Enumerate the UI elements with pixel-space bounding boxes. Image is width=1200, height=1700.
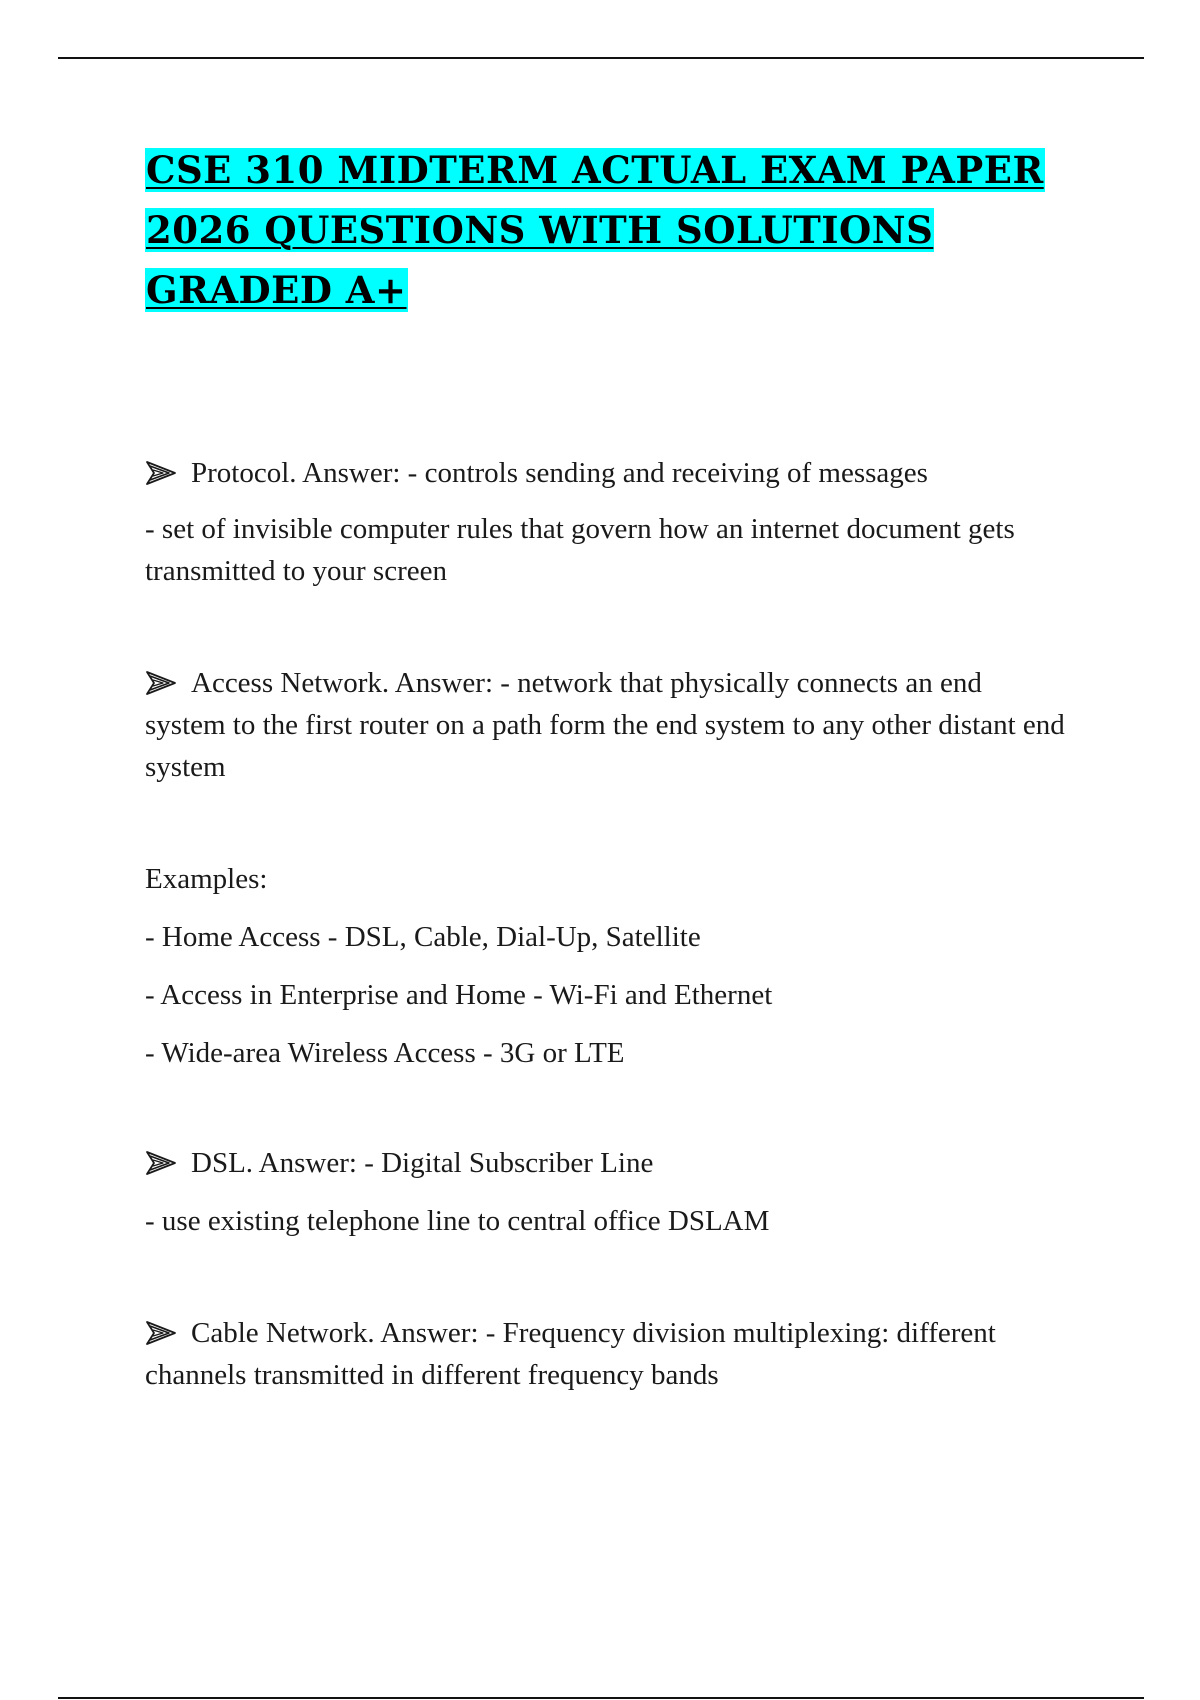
answer-detail: - use existing telephone line to central office DSLAM xyxy=(145,1205,770,1237)
question-text: Protocol. Answer: - controls sending and receiving of messages xyxy=(191,457,928,489)
three-headed-arrow-bullet-icon xyxy=(145,1150,179,1176)
examples-label: Examples: xyxy=(145,863,268,895)
header-rule xyxy=(58,57,1144,59)
document-title-text: CSE 310 MIDTERM ACTUAL EXAM PAPER 2026 QUESTIONS WITH SOLUTIONS GRADED A+ xyxy=(146,148,1044,312)
three-headed-arrow-bullet-icon xyxy=(145,1320,179,1346)
question-cable-network xyxy=(145,1312,1065,1396)
example-item: - Wide-area Wireless Access - 3G or LTE xyxy=(145,1037,625,1069)
question-text: Access Network. Answer: - network that physically connects an end system to the first router on a path form the end system to any other distant end system xyxy=(145,667,1065,783)
example-item: - Home Access - DSL, Cable, Dial-Up, Satellite xyxy=(145,921,701,953)
question-text: DSL. Answer: - Digital Subscriber Line xyxy=(191,1147,654,1179)
document-title xyxy=(145,140,1065,320)
three-headed-arrow-bullet-icon xyxy=(145,460,179,486)
three-headed-arrow-bullet-icon xyxy=(145,670,179,696)
question-access-network xyxy=(145,662,1065,788)
question-protocol xyxy=(145,452,1065,494)
answer-detail: - set of invisible computer rules that govern how an internet document gets transmitted to your screen xyxy=(145,513,1015,587)
question-dsl xyxy=(145,1142,1065,1184)
question-text: Cable Network. Answer: - Frequency division multiplexing: different channels transmitted in different frequency bands xyxy=(145,1317,996,1391)
example-item: - Access in Enterprise and Home - Wi-Fi and Ethernet xyxy=(145,979,773,1011)
footer-rule xyxy=(58,1697,1144,1699)
document-body xyxy=(145,140,1065,1396)
